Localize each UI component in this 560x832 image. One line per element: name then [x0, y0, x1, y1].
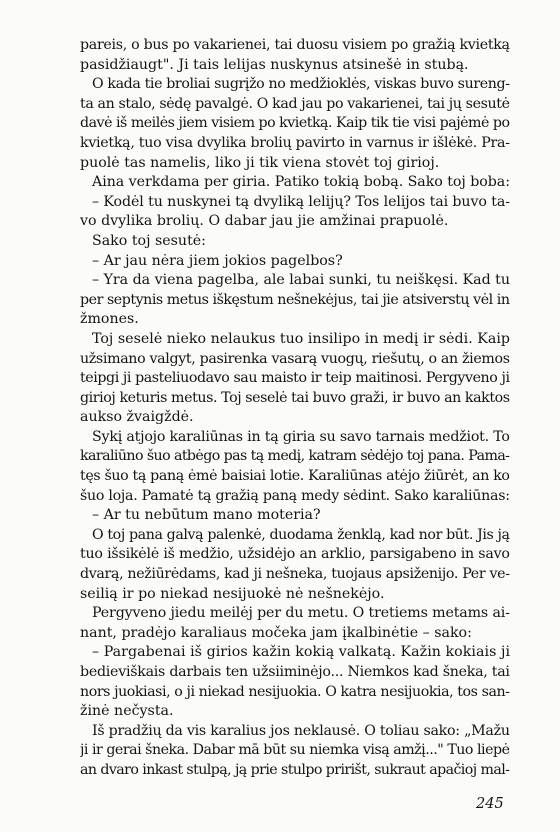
text-line: – Kodėl tu nuskynei tą dvyliką lelijų? Tos lelijos tai buvo ta- [92, 193, 510, 210]
text-line: Sykį atjojo karaliūnas in tą giria su savo tarnais medžiot. To [92, 428, 510, 445]
text-line: karaliūno šuo atbėgo pas tą medį, katram sėdėjo toj pana. Pama- [80, 448, 510, 465]
text-line: – Ar jau nėra jiem jokios pagelbos? [92, 252, 343, 269]
text-line: pareis, o bus po vakarienei, tai duosu visiem po gražią kvietką [80, 37, 510, 53]
text-line: Toj seselė nieko nelaukus tuo insilipo in medį ir sėdi. Kaip [92, 330, 510, 347]
text-line: – Yra da viena pagelba, ale labai sunki, tu neiškęsi. Kad tu [92, 272, 510, 289]
text-line: užsimano valgyt, pasirenka vasarą vuogų, riešutų, o an žiemos [80, 350, 510, 367]
text-line: puolė tas namelis, liko ji tik viena stovėt toj girioj. [80, 154, 440, 171]
text-line: nant, pradėjo karaliaus močeka jam įkalbinėtie – sako: [80, 624, 472, 641]
text-line: per septynis metus iškęstum nešnekėjus, tai jie atsiverstų vėl in [80, 291, 510, 308]
text-line: seilią ir po niekad nesijuokė nė nešnekėjo. [80, 585, 385, 602]
text-line: tuo išsikėlė iš medžio, užsidėjo an arklio, parsigabeno in savo [80, 546, 510, 563]
text-line: – Pargabenai iš girios kažin kokią valkatą. Kažin kokiais ji [92, 644, 510, 661]
text-line: kvietką, tuo visa dvylika brolių pavirto in varnus ir išlėkė. Pra- [80, 134, 510, 151]
text-line: tęs šuo tą paną ėmė baisiai lotie. Karaliūnas atėjo žiūrėt, an ko [80, 468, 510, 485]
text-line: Pergyveno jiedu meilėj per du metu. O tretiems metams ai- [92, 605, 510, 622]
text-line: – Ar tu nebūtum mano moteria? [92, 507, 321, 524]
text-line: O kada tie broliai sugrįžo no medžioklės, viskas buvo sureng- [92, 76, 510, 93]
text-line: teipgi ji pasteliuodavo sau maisto ir teip maitinosi. Pergyveno ji [80, 370, 510, 387]
text-line: girioj keturis metus. Toj seselė tai buvo graži, ir buvo an kaktos [80, 389, 510, 406]
text-line: vo dvylika brolių. O dabar jau jie amžinai prapuolė. [80, 213, 449, 230]
text-line: žmones. [80, 311, 139, 328]
page-number: 245 [476, 796, 504, 812]
text-line: nors juokiasi, o ji niekad nesijuokia. O katra nesijuokia, tos san- [80, 683, 510, 700]
text-line: dvarą, nežiūrėdams, kad ji nešneka, tuojaus apsiženijo. Per ve- [80, 566, 510, 583]
text-line: bedieviškais darbais ten užsiiminėjo... Niemkos kad šneka, tai [80, 664, 510, 680]
text-line: žinė nečysta. [80, 703, 174, 720]
text-line: Sako toj sesutė: [92, 232, 206, 249]
text-line: an dvaro inkast stulpą, ją prie stulpo pririšt, sukraut apačioj mal- [80, 761, 510, 778]
text-line: Aina verkdama per giria. Patiko tokią bobą. Sako toj boba: [92, 174, 510, 191]
text-line: davė iš meilės jiem visiem po kvietką. Kaip tik tie visi pajėmė po [80, 115, 510, 132]
text-line: Iš pradžių da vis karalius jos neklausė. O toliau sako: „Mažu [92, 722, 510, 739]
text-line: O toj pana galvą palenkė, duodama ženklą, kad nor būt. Jis ją [92, 526, 510, 543]
text-line: šuo loja. Pamatė tą gražią paną medy sėdint. Sako karaliūnas: [80, 487, 510, 504]
text-line: aukso žvaigždė. [80, 409, 194, 426]
body-text [80, 36, 510, 781]
text-line: ta an stalo, sėdę pavalgė. O kad jau po vakarienei, tai jų sesutė [80, 95, 510, 112]
text-line: ji ir gerai šneka. Dabar mā būt su niemka visą amžį..." Tuo liepė [80, 742, 510, 759]
text-line: pasidžiaugt". Ji tais lelijas nuskynus atsinešė in stubą. [80, 56, 469, 73]
